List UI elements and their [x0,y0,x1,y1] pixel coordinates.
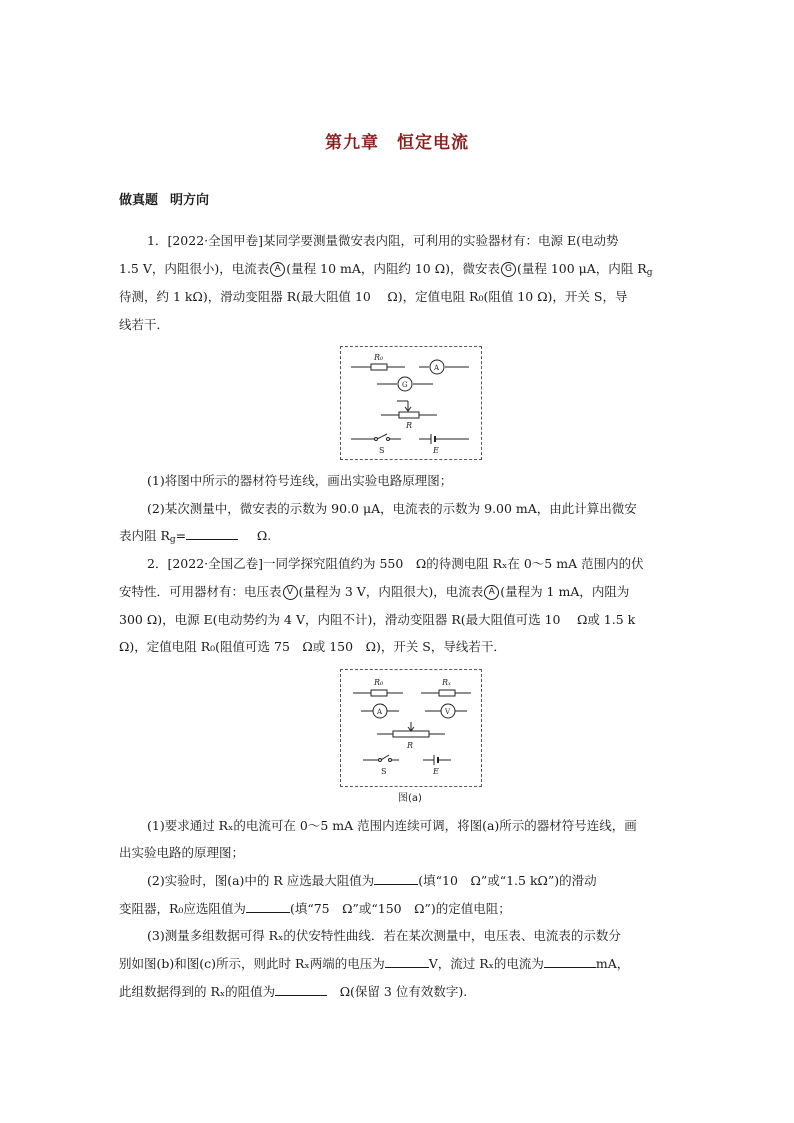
q1-answer-eq: = [175,528,187,543]
q2-part-3b-mid: V，流过 Rₓ的电流为 [428,956,544,971]
q1-line-2a: 1.5 V，内阻很小)，电流表 [119,261,270,276]
q2-part-3b [119,951,679,977]
q1-line-2b: (量程 10 mA，内阻约 10 Ω)，微安表 [286,261,500,276]
chapter-number: 第九章 [325,133,379,153]
q2-part-3c-post: Ω(保留 3 位有效数字). [339,984,468,999]
q1-line-2d: g [646,268,653,278]
q1-line-4: 线若干． [119,317,170,332]
q2-part-2b-pre: 变阻器，R₀应选阻值为 [119,901,246,916]
rx-resistor-icon [439,690,455,696]
ammeter-icon: A [270,262,285,277]
r0-label: R₀ [374,353,384,362]
q1-sub-2: (2)某次测量中，微安表的示数为 90.0 μA，电流表的示数为 9.00 mA，由此计算出微安 [147,501,637,516]
q1-circuit-svg [341,347,481,459]
q2-line-2c: (量程为 1 mA，内阻为 [500,584,630,599]
r0-label: R₀ [374,678,384,687]
chapter-topic: 恒定电流 [397,133,469,153]
q2-part-2a [147,868,707,894]
q2-current-blank[interactable] [544,953,596,968]
section-heading-right: 明方向 [170,193,210,208]
q1-line-1: 1．[2022·全国甲卷]某同学要测量微安表内阻，可利用的实验器材有：电源 E(电动势 [147,233,619,248]
battery-label: E [433,767,439,776]
battery-label: E [433,446,439,455]
q2-circuit-svg [341,670,481,786]
rx-label: Rₓ [442,678,451,687]
q2-part-3b-post: mA， [595,956,630,971]
switch-blade-icon [381,755,389,760]
ammeter-icon: A [484,585,499,600]
switch-label: S [379,446,385,455]
q1-answer-blank[interactable] [186,525,238,540]
q2-part-1a: (1)要求通过 Rₓ的电流可在 0～5 mA 范围内连续可调，将图(a)所示的器材符号连线，画 [147,818,637,833]
rheostat-label: R [406,421,413,430]
q1-line-3: 待测，约 1 kΩ)，滑动变阻器 R(最大阻值 10 Ω)，定值电阻 R₀(阻值 10 Ω)，开关 S，导 [119,289,628,304]
voltmeter-letter: V [445,708,451,716]
q2-line-2b: (量程为 3 V，内阻很大)，电流表 [298,584,484,599]
q2-line-2 [119,579,679,605]
r0-resistor-icon [371,690,387,696]
q2-part-3b-pre: 别如图(b)和图(c)所示，则此时 Rₓ两端的电压为 [119,956,385,971]
q2-line-1: 2．[2022·全国乙卷]一同学探究阻值约为 550 Ω的待测电阻 Rₓ在 0～5 mA 范围内的伏 [147,556,644,571]
q2-rheostat-blank[interactable] [374,870,418,885]
q2-part-3c-pre: 此组数据得到的 Rₓ的阻值为 [119,984,276,999]
q2-part-3a: (3)测量多组数据可得 Rₓ的伏安特性曲线．若在某次测量中，电压表、电流表的示数分 [147,928,621,943]
q1-answer-sub: g [169,535,176,545]
rheostat-label: R [407,741,414,750]
q1-sub-2b [119,523,679,553]
q1-answer-unit: Ω. [256,528,272,543]
q2-part-3c [119,979,679,1005]
switch-blade-icon [377,434,387,439]
q2-line-2a: 安特性．可用器材有：电压表 [119,584,282,599]
figure-a-caption: 图(a) [398,793,422,804]
voltmeter-icon: V [283,585,298,600]
r0-resistor-icon [371,364,387,370]
ammeter-letter: A [377,708,383,716]
galvanometer-icon: G [501,262,516,277]
chapter-title [0,128,794,153]
q2-part-1b: 出实验电路的原理图； [119,845,245,860]
section-heading-left: 做真题 [119,193,159,208]
galvanometer-letter: G [402,381,408,389]
q2-part-2b [119,896,679,922]
q2-circuit-figure [340,669,482,787]
q2-part-2a-post: (填“10 Ω”或“1.5 kΩ”)的滑动 [418,873,597,888]
q2-line-3: 300 Ω)，电源 E(电动势约为 4 V，内阻不计)，滑动变阻器 R(最大阻值可选 10 Ω或 1.5 k [119,612,636,627]
switch-label: S [381,767,387,776]
q1-line-2c: (量程 100 μA，内阻 R [516,261,647,276]
rheostat-icon [399,412,419,418]
q2-voltage-blank[interactable] [385,953,429,968]
section-heading [119,189,209,208]
q2-part-2a-pre: (2)实验时，图(a)中的 R 应选最大阻值为 [147,873,375,888]
ammeter-letter: A [434,364,440,372]
q2-resistance-blank[interactable] [275,981,327,996]
rheostat-icon [393,731,429,737]
q1-answer-prefix: 表内阻 R [119,528,170,543]
q2-part-2b-post: (填“75 Ω”或“150 Ω”)的定值电阻； [289,901,511,916]
q2-resistor-blank[interactable] [246,898,290,913]
q1-sub-1: (1)将图中所示的器材符号连线，画出实验电路原理图； [147,473,453,488]
q2-line-4: Ω)，定值电阻 R₀(阻值可选 75 Ω或 150 Ω)，开关 S，导线若干． [119,639,506,654]
q1-line-2 [119,256,679,286]
q1-circuit-figure [340,346,482,460]
